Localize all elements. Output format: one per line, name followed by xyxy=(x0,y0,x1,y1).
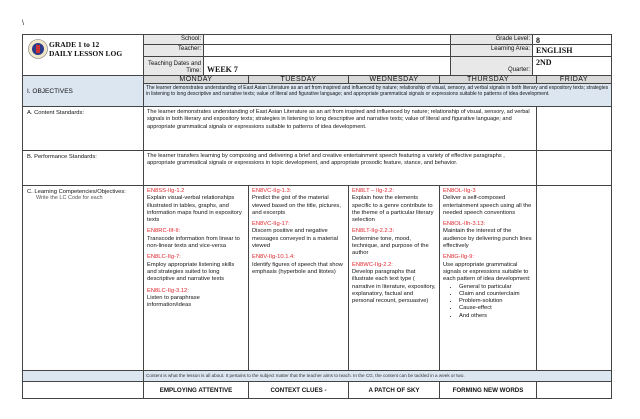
performance-standards-friday xyxy=(536,150,612,186)
competencies-wednesday xyxy=(348,185,440,371)
content-title-tuesday: CONTEXT CLUES - xyxy=(248,381,349,399)
content-title-monday: EMPLOYING ATTENTIVE xyxy=(143,381,249,399)
learning-area-field[interactable]: ENGLISH xyxy=(532,44,612,57)
day-friday: FRIDAY xyxy=(536,75,612,84)
content-standards-label: A. Content Standards: xyxy=(22,106,144,151)
competency-item xyxy=(443,188,533,217)
lc-text: Maintain the interest of the audience by delivering punch lines effectively xyxy=(443,228,532,250)
competency-item xyxy=(443,221,533,250)
lc-code: EN8G-IIg-9: xyxy=(443,254,474,261)
competencies-label-cell xyxy=(22,185,144,371)
lc-text: Listen to paraphrase information/ideas xyxy=(147,294,200,309)
competencies-tuesday xyxy=(248,185,349,371)
competency-item xyxy=(252,188,345,217)
idea-pattern-item: • Problem-solution xyxy=(459,298,533,305)
lc-text: Predict the gist of the material viewed based on the title, pictures, and excerpts xyxy=(252,195,341,216)
lc-code: EN8SS-IIg-1.2 xyxy=(147,188,185,194)
content-row-label xyxy=(22,381,144,399)
lc-code: EN8LT-IIg-2.2.3: xyxy=(352,228,395,235)
competency-item xyxy=(443,254,533,283)
content-title-thursday: FORMING NEW WORDS xyxy=(439,381,537,399)
lc-code: EN8LT – IIg-2.2: xyxy=(352,188,394,194)
objectives-label: I. OBJECTIVES xyxy=(27,88,73,95)
objectives-label-cell xyxy=(22,75,144,107)
quarter-field[interactable]: 2ND xyxy=(532,56,612,76)
day-thursday: THURSDAY xyxy=(439,75,537,84)
teacher-label: Teacher: xyxy=(143,44,204,57)
lc-text: Discern positive and negative messages conveyed in a material viewed xyxy=(252,228,339,250)
competency-item xyxy=(352,188,436,224)
lc-code: EN8RC-IIf-II: xyxy=(147,228,181,235)
grade-level-label: Grade Level: xyxy=(450,34,533,45)
logo-block xyxy=(22,34,144,76)
competencies-monday xyxy=(143,185,249,371)
teaching-dates-label: Teaching Dates and Time: xyxy=(147,61,201,74)
idea-pattern-list xyxy=(459,284,533,320)
school-label: School: xyxy=(143,34,204,45)
performance-standards-label: B. Performance Standards: xyxy=(22,150,144,186)
stray-mark: \ xyxy=(22,20,24,27)
competency-item xyxy=(252,254,345,276)
lc-code: EN8VC-IIg-1.3: xyxy=(252,188,292,194)
idea-pattern-item: • Claim and counterclaim xyxy=(459,291,533,298)
lc-text: Employ appropriate listening skills and strategies suited to long descriptive and narrative texts xyxy=(147,261,235,283)
lc-code: EN8LC-IIg-7: xyxy=(147,254,181,261)
teaching-dates-field[interactable]: WEEK 7 xyxy=(203,56,451,76)
lc-text: Determine tone, mood, technique, and purpose of the author xyxy=(352,235,429,257)
lc-text: Identify figures of speech that show emphasis (hyperbole and litotes) xyxy=(252,261,343,275)
lc-text: Develop paragraphs that illustrate each text type ( narrative in literature, expository, explanatory, factual and personal recount, persuasive) xyxy=(352,268,436,305)
competency-item xyxy=(147,188,245,224)
lc-text: Transcode information from linear to non-linear texts and vice-versa xyxy=(147,235,240,250)
competency-item xyxy=(352,228,436,257)
day-tuesday: TUESDAY xyxy=(248,75,349,84)
idea-pattern-item: • Cause-effect xyxy=(459,305,533,312)
idea-pattern-item: • And others xyxy=(459,313,533,320)
content-standards-text: The learner demonstrates understanding of East Asian Literature as an art from inspired and influenced by nature; relationship of visual, sensory, ad verbal signals in both literary and expository texts; strategies in listening to long descriptive and narrative texts; value of literal and figurative language; and appropriate grammatical signals or expressions suitable to patterns of idea development. xyxy=(143,106,537,151)
competencies-friday xyxy=(536,185,612,371)
teaching-dates-label-cell xyxy=(143,56,204,76)
lc-text: Explain visual-verbal relationships illustrated in tables, graphs, and information maps found in expository texts xyxy=(147,195,242,224)
grade-level-field[interactable]: 8 xyxy=(532,34,612,45)
lc-code: EN8WC-IIg-2.2: xyxy=(352,261,393,268)
lc-code: EN8V-IIg-10.1.4: xyxy=(252,254,295,261)
quarter-label: Quarter: xyxy=(450,56,533,76)
learning-area-label: Learning Area: xyxy=(450,44,533,57)
lc-text: Explain how the elements specific to a genre contribute to the theme of a particular literary selection xyxy=(352,195,434,224)
day-wednesday: WEDNESDAY xyxy=(348,75,440,84)
lc-text: Deliver a self-composed entertainment speech using all the needed speech conventions xyxy=(443,195,532,216)
title-line1: GRADE 1 to 12 xyxy=(49,40,100,49)
lc-code: EN8OL-IIg-3 xyxy=(443,188,476,194)
title-line2: DAILY LESSON LOG xyxy=(49,49,123,58)
lc-code: EN8LC-IIg-3.12: xyxy=(147,287,189,294)
competency-item xyxy=(147,228,245,250)
content-title-friday xyxy=(536,381,612,399)
idea-pattern-item: • General to particular xyxy=(459,284,533,291)
competency-item xyxy=(147,288,245,310)
content-title-wednesday: A PATCH OF SKY xyxy=(348,381,440,399)
lc-code: EN8VC-IIg-17: xyxy=(252,221,290,228)
deped-seal-icon xyxy=(28,39,48,59)
lc-code: EN8OL-IIh-3.13: xyxy=(443,221,486,228)
lc-text: Use appropriate grammatical signals or expressions suitable to each pattern of idea development: xyxy=(443,261,531,283)
day-monday: MONDAY xyxy=(143,75,249,84)
content-note: Content is what the lesson is all about. It pertains to the subject matter that the teacher aims to teach. In the CG, the content can be tackled in a week or two. xyxy=(143,370,612,382)
performance-standards-text: The learner transfers learning by composing and delivering a brief and creative entertainment speech featuring a variety of effective paragraphs , appropriate grammatical signals or expressions in topic development, and appropriate prosodic feature, stance, and behavior. xyxy=(143,150,537,186)
objectives-text: The learner demonstrates understanding of East Asian Literature as an art from inspired and influenced by nature; relationship of visual, sensory, ad verbal signals in both literary and expository texts; strategies in listening to long descriptive and narrative texts; value of literal and figurative language; and appropriate grammatical signals or expressions suitable to patterns of idea development. xyxy=(143,83,612,107)
competencies-sublabel: Write the LC Code for each xyxy=(36,195,103,201)
competencies-thursday xyxy=(439,185,537,371)
content-standards-friday xyxy=(536,106,612,151)
competency-item xyxy=(147,254,245,283)
competencies-label: C. Learning Competencies/Objectives: xyxy=(27,189,126,195)
competency-item xyxy=(252,221,345,250)
competency-item xyxy=(352,262,436,306)
